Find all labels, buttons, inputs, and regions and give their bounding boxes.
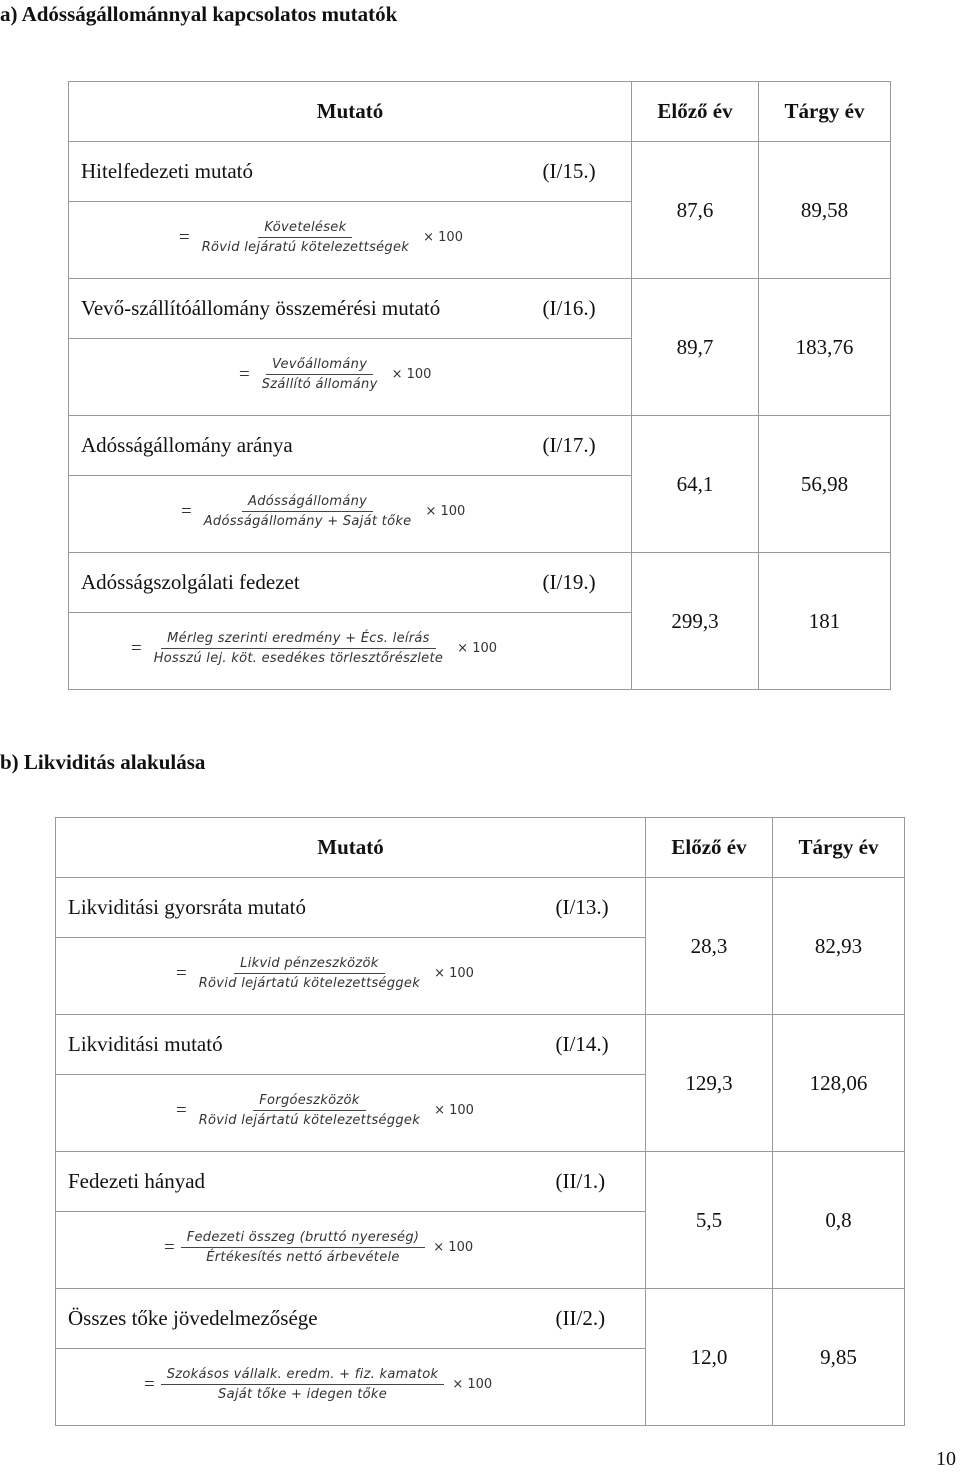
equals-sign: = — [164, 1236, 175, 1258]
formula-denominator: Rövid lejáratú kötelezettségek — [201, 240, 410, 255]
page-number: 10 — [936, 1448, 956, 1470]
prev-year-value: 89,7 — [632, 279, 759, 416]
metric-name: Likviditási mutató — [56, 1015, 544, 1075]
current-year-value: 56,98 — [759, 416, 891, 553]
formula-denominator: Értékesítés nettó árbevétele — [206, 1250, 400, 1265]
formula-denominator: Saját tőke + idegen tőke — [218, 1387, 388, 1402]
formula-numerator: Követelések — [258, 220, 352, 238]
table-row — [69, 416, 891, 476]
multiplier: × 100 — [452, 1377, 493, 1392]
equals-sign: = — [179, 226, 190, 248]
header-metric: Mutató — [56, 818, 646, 878]
metric-name: Likviditási gyorsráta mutató — [56, 878, 544, 938]
metric-name: Adósságszolgálati fedezet — [69, 553, 531, 613]
fraction — [193, 1093, 426, 1128]
formula-denominator: Adósságállomány + Saját tőke — [203, 514, 412, 529]
multiplier: × 100 — [425, 504, 466, 519]
table-row — [56, 1152, 905, 1212]
current-year-value: 9,85 — [773, 1289, 905, 1426]
metric-name: Hitelfedezeti mutató — [69, 142, 531, 202]
debt-metrics-table — [68, 81, 891, 690]
formula-cell — [56, 1212, 646, 1289]
prev-year-value: 87,6 — [632, 142, 759, 279]
fraction — [193, 956, 426, 991]
formula-cell — [56, 1075, 646, 1152]
metric-code: (I/17.) — [531, 416, 632, 476]
fraction — [148, 631, 449, 666]
current-year-value: 183,76 — [759, 279, 891, 416]
prev-year-value: 64,1 — [632, 416, 759, 553]
header-current-year: Tárgy év — [773, 818, 905, 878]
header-metric: Mutató — [69, 82, 632, 142]
metric-code: (I/13.) — [544, 878, 646, 938]
table-row — [69, 553, 891, 613]
formula-denominator: Rövid lejártatú kötelezettséggek — [198, 1113, 421, 1128]
table-row — [69, 279, 891, 339]
formula — [179, 220, 463, 255]
equals-sign: = — [181, 500, 192, 522]
formula-numerator: Likvid pénzeszközök — [234, 956, 384, 974]
metric-code: (I/15.) — [531, 142, 632, 202]
equals-sign: = — [176, 1099, 187, 1121]
metric-code: (II/1.) — [544, 1152, 646, 1212]
metric-name: Összes tőke jövedelmezősége — [56, 1289, 544, 1349]
table-header-row — [69, 82, 891, 142]
metric-name: Vevő-szállítóállomány összemérési mutató — [69, 279, 531, 339]
formula-cell — [69, 339, 632, 416]
formula-cell — [69, 613, 632, 690]
table-header-row — [56, 818, 905, 878]
equals-sign: = — [176, 962, 187, 984]
formula-numerator: Vevőállomány — [266, 357, 373, 375]
multiplier: × 100 — [434, 1103, 474, 1118]
table-row — [56, 878, 905, 938]
section-a-title: a) Adósságállománnyal kapcsolatos mutatók — [0, 2, 398, 26]
formula — [164, 1230, 473, 1265]
formula — [144, 1367, 492, 1402]
table-row — [56, 1015, 905, 1075]
prev-year-value: 129,3 — [646, 1015, 773, 1152]
formula-denominator: Rövid lejártatú kötelezettséggek — [198, 976, 421, 991]
formula-cell — [56, 1349, 646, 1426]
table-row — [56, 1289, 905, 1349]
multiplier: × 100 — [391, 367, 432, 382]
equals-sign: = — [144, 1373, 155, 1395]
section-b-title: b) Likviditás alakulása — [0, 750, 206, 774]
fraction — [198, 494, 418, 529]
prev-year-value: 12,0 — [646, 1289, 773, 1426]
fraction — [161, 1367, 445, 1402]
metric-code: (II/2.) — [544, 1289, 646, 1349]
fraction — [256, 357, 384, 392]
formula — [181, 494, 465, 529]
table-row — [69, 142, 891, 202]
metric-code: (I/16.) — [531, 279, 632, 339]
formula — [131, 631, 497, 666]
metric-name: Adósságállomány aránya — [69, 416, 531, 476]
multiplier: × 100 — [434, 966, 474, 981]
header-prev-year: Előző év — [632, 82, 759, 142]
formula-cell — [56, 938, 646, 1015]
header-prev-year: Előző év — [646, 818, 773, 878]
formula-denominator: Szállító állomány — [261, 377, 378, 392]
equals-sign: = — [131, 637, 142, 659]
prev-year-value: 28,3 — [646, 878, 773, 1015]
formula-cell — [69, 476, 632, 553]
prev-year-value: 5,5 — [646, 1152, 773, 1289]
metric-code: (I/14.) — [544, 1015, 646, 1075]
current-year-value: 181 — [759, 553, 891, 690]
formula-numerator: Mérleg szerinti eredmény + Écs. leírás — [161, 631, 436, 649]
current-year-value: 0,8 — [773, 1152, 905, 1289]
liquidity-metrics-table — [55, 817, 905, 1426]
formula-numerator: Forgóeszközök — [253, 1093, 365, 1111]
equals-sign: = — [239, 363, 250, 385]
prev-year-value: 299,3 — [632, 553, 759, 690]
current-year-value: 89,58 — [759, 142, 891, 279]
header-current-year: Tárgy év — [759, 82, 891, 142]
multiplier: × 100 — [433, 1240, 474, 1255]
current-year-value: 82,93 — [773, 878, 905, 1015]
multiplier: × 100 — [423, 230, 463, 245]
formula-numerator: Szokásos vállalk. eredm. + fiz. kamatok — [161, 1367, 445, 1385]
formula — [176, 956, 474, 991]
current-year-value: 128,06 — [773, 1015, 905, 1152]
multiplier: × 100 — [457, 641, 498, 656]
fraction — [196, 220, 415, 255]
formula-cell — [69, 202, 632, 279]
metric-code: (I/19.) — [531, 553, 632, 613]
formula-denominator: Hosszú lej. köt. esedékes törlesztőrészlete — [153, 651, 444, 666]
formula-numerator: Adósságállomány — [242, 494, 373, 512]
formula-numerator: Fedezeti összeg (bruttó nyereség) — [181, 1230, 426, 1248]
formula — [176, 1093, 474, 1128]
metric-name: Fedezeti hányad — [56, 1152, 544, 1212]
fraction — [181, 1230, 426, 1265]
formula — [239, 357, 431, 392]
